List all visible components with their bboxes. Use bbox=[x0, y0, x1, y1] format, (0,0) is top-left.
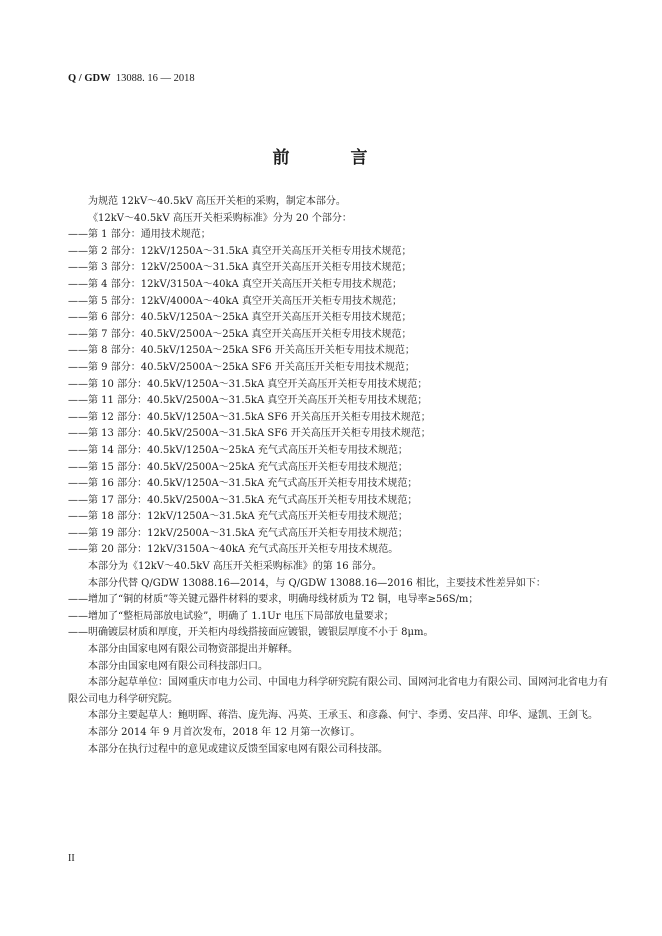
list-item: ——第 8 部分：40.5kV/1250A～25kA SF6 开关高压开关柜专用技术规范； bbox=[68, 345, 415, 357]
drafting-units-paragraph: 本部分起草单位：国网重庆市电力公司、中国电力科学研究院有限公司、国网河北省电力有限公司、国网河北省电力有限公司电力科学研究院。 bbox=[68, 677, 608, 705]
drafters-paragraph: 本部分主要起草人：鲍明晖、蒋浩、庞先海、冯英、王承玉、和彦淼、何宁、李勇、安昌萍、印华、逯凯、王剑飞。 bbox=[88, 710, 598, 722]
list-item: ——第 9 部分：40.5kV/2500A～25kA SF6 开关高压开关柜专用技术规范； bbox=[68, 361, 415, 373]
list-item: ——第 11 部分：40.5kV/2500A～31.5kA 真空开关高压开关柜专用技术规范； bbox=[68, 395, 428, 407]
list-item: ——第 20 部分：12kV/3150A～40kA 充气式高压开关柜专用技术规范。 bbox=[68, 544, 399, 556]
list-item: ——第 3 部分：12kV/2500A～31.5kA 真空开关高压开关柜专用技术规范； bbox=[68, 262, 412, 274]
list-item: ——第 19 部分：12kV/2500A～31.5kA 充气式高压开关柜专用技术规范； bbox=[68, 527, 408, 539]
list-item: ——第 2 部分：12kV/1250A～31.5kA 真空开关高压开关柜专用技术规范； bbox=[68, 245, 412, 257]
list-item: ——第 10 部分：40.5kV/1250A～31.5kA 真空开关高压开关柜专用技术规范； bbox=[68, 378, 428, 390]
scope-paragraph: 本部分为《12kV～40.5kV 高压开关柜采购标准》的第 16 部分。 bbox=[88, 561, 382, 573]
changes-list bbox=[68, 592, 608, 642]
list-item: ——第 5 部分：12kV/4000A～40kA 真空开关高压开关柜专用技术规范； bbox=[68, 295, 402, 307]
list-item: ——第 14 部分：40.5kV/1250A～25kA 充气式高压开关柜专用技术规范； bbox=[68, 444, 408, 456]
document-code-prefix: Q / GDW bbox=[68, 73, 111, 84]
change-item: ——明确镀层材质和厚度，开关柜内母线搭接面应镀银，镀银层厚度不小于 8μm。 bbox=[68, 627, 434, 639]
intro-paragraph: 《12kV～40.5kV 高压开关柜采购标准》分为 20 个部分： bbox=[88, 212, 352, 224]
change-item: ——增加了“铜的材质”等关键元器件材料的要求，明确母线材质为 T2 铜，电导率≥56S/m； bbox=[68, 594, 479, 606]
feedback-paragraph: 本部分在执行过程中的意见或建议反馈至国家电网有限公司科技部。 bbox=[88, 743, 388, 755]
list-item: ——第 7 部分：40.5kV/2500A～25kA 真空开关高压开关柜专用技术规范； bbox=[68, 328, 412, 340]
page-number: II bbox=[68, 853, 75, 864]
foreword-body bbox=[68, 194, 608, 758]
list-item: ——第 18 部分：12kV/1250A～31.5kA 充气式高压开关柜专用技术规范； bbox=[68, 511, 408, 523]
proposer-paragraph: 本部分由国家电网有限公司物资部提出并解释。 bbox=[88, 644, 298, 656]
document-code bbox=[68, 73, 195, 84]
administrator-paragraph: 本部分由国家电网有限公司科技部归口。 bbox=[88, 660, 268, 672]
list-item: ——第 1 部分：通用技术规范； bbox=[68, 229, 211, 241]
list-item: ——第 16 部分：40.5kV/1250A～31.5kA 充气式高压开关柜专用技术规范； bbox=[68, 478, 418, 490]
list-item: ——第 15 部分：40.5kV/2500A～25kA 充气式高压开关柜专用技术规范； bbox=[68, 461, 408, 473]
list-item: ——第 12 部分：40.5kV/1250A～31.5kA SF6 开关高压开关柜专用技术规范； bbox=[68, 411, 431, 423]
list-item: ——第 17 部分：40.5kV/2500A～31.5kA 充气式高压开关柜专用技术规范； bbox=[68, 494, 418, 506]
list-item: ——第 4 部分：12kV/3150A～40kA 真空开关高压开关柜专用技术规范； bbox=[68, 278, 402, 290]
page-title: 前 言 bbox=[272, 148, 390, 168]
change-item: ——增加了“整柜局部放电试验”，明确了 1.1Ur 电压下局部放电量要求； bbox=[68, 610, 394, 622]
list-item: ——第 6 部分：40.5kV/1250A～25kA 真空开关高压开关柜专用技术规范； bbox=[68, 312, 412, 324]
document-code-number: 13088. 16 — 2018 bbox=[115, 73, 195, 84]
intro-paragraph: 为规范 12kV～40.5kV 高压开关柜的采购，制定本部分。 bbox=[88, 196, 346, 207]
list-item: ——第 13 部分：40.5kV/2500A～31.5kA SF6 开关高压开关柜专用技术规范； bbox=[68, 428, 431, 440]
replacement-paragraph: 本部分代替 Q/GDW 13088.16—2014，与 Q/GDW 13088.16—2016 相比，主要技术性差异如下： bbox=[88, 577, 546, 589]
parts-list bbox=[68, 227, 608, 559]
revision-history-paragraph: 本部分 2014 年 9 月首次发布，2018 年 12 月第一次修订。 bbox=[88, 727, 361, 738]
